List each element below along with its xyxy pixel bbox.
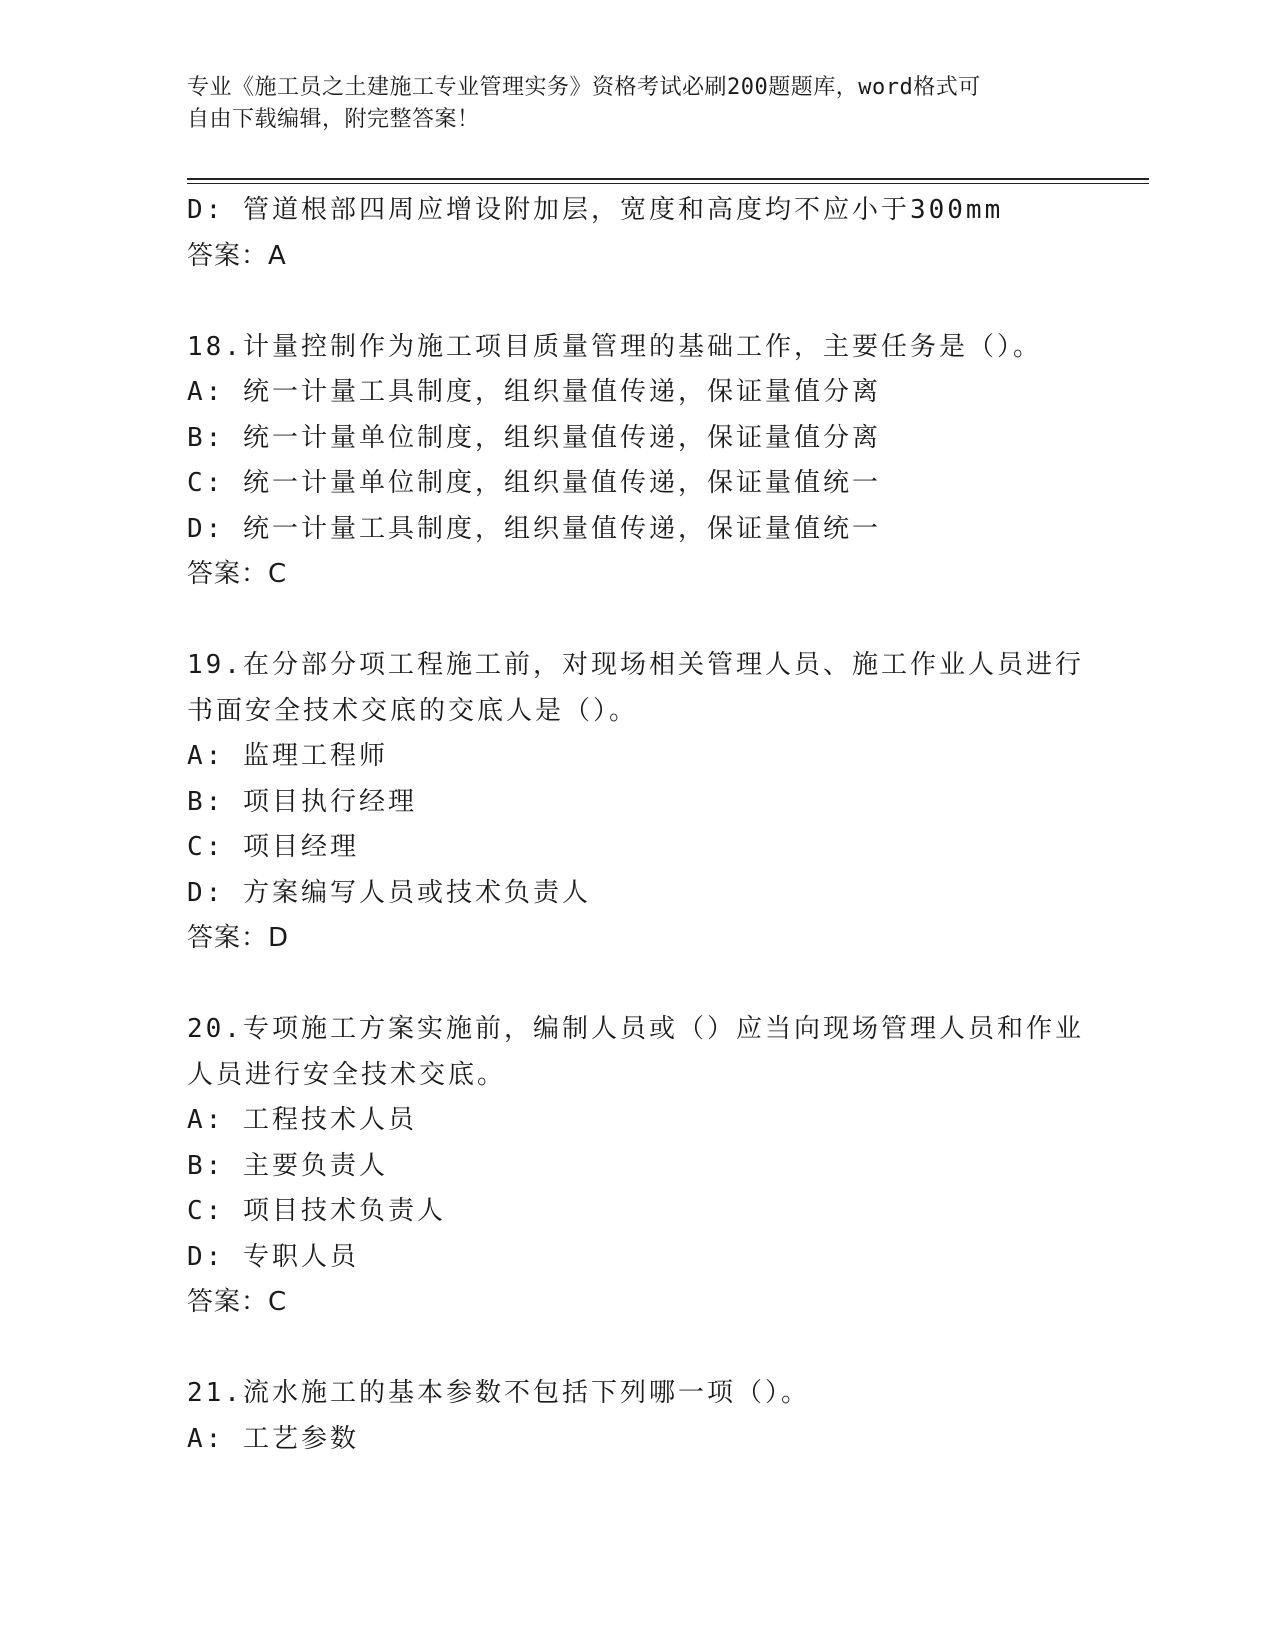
spacer bbox=[187, 279, 1087, 325]
document-header bbox=[187, 72, 1067, 136]
q19-option-a: A: 监理工程师 bbox=[187, 741, 388, 771]
header-line-2: 自由下载编辑，附完整答案！ bbox=[187, 107, 480, 132]
q21-option-a: A: 工艺参数 bbox=[187, 1423, 359, 1454]
q18-option-c: C: 统一计量单位制度，组织量值传递，保证量值统一 bbox=[187, 468, 881, 498]
q19-option-b: B: 项目执行经理 bbox=[187, 786, 417, 817]
q19-option-d: D: 方案编写人员或技术负责人 bbox=[187, 877, 591, 908]
q19-option-c: C: 项目经理 bbox=[187, 832, 359, 862]
q19-question-line-2: 书面安全技术交底的交底人是（）。 bbox=[187, 695, 639, 726]
spacer bbox=[187, 598, 1087, 644]
q20-option-d: D: 专职人员 bbox=[187, 1241, 359, 1272]
q20-answer: 答案：C bbox=[187, 1287, 288, 1317]
header-line-1: 专业《施工员之土建施工专业管理实务》资格考试必刷200题题库，word格式可 bbox=[187, 75, 981, 100]
q21-question: 21.流水施工的基本参数不包括下列哪一项（）。 bbox=[187, 1378, 810, 1408]
q17-answer: 答案：A bbox=[187, 240, 287, 271]
header-divider-thick bbox=[187, 178, 1149, 180]
q17-option-d: D: 管道根部四周应增设附加层，宽度和高度均不应小于300mm bbox=[187, 195, 1004, 225]
q18-option-b: B: 统一计量单位制度，组织量值传递，保证量值分离 bbox=[187, 422, 881, 453]
q18-question: 18.计量控制作为施工项目质量管理的基础工作，主要任务是（）。 bbox=[187, 331, 1042, 362]
q20-option-b: B: 主要负责人 bbox=[187, 1150, 388, 1181]
q18-option-d: D: 统一计量工具制度，组织量值传递，保证量值统一 bbox=[187, 513, 881, 544]
spacer bbox=[187, 1326, 1087, 1372]
q20-option-c: C: 项目技术负责人 bbox=[187, 1196, 446, 1226]
q20-question-line-2: 人员进行安全技术交底。 bbox=[187, 1059, 507, 1090]
spacer bbox=[187, 962, 1087, 1008]
q19-question-line-1: 19.在分部分项工程施工前，对现场相关管理人员、施工作业人员进行 bbox=[187, 650, 1084, 680]
q19-answer: 答案：D bbox=[187, 923, 290, 953]
q18-option-a: A: 统一计量工具制度，组织量值传递，保证量值分离 bbox=[187, 377, 881, 407]
q20-question-line-1: 20.专项施工方案实施前，编制人员或（）应当向现场管理人员和作业 bbox=[187, 1014, 1084, 1044]
q18-answer: 答案：C bbox=[187, 559, 288, 589]
question-content bbox=[187, 188, 1087, 1462]
header-divider-thin bbox=[187, 183, 1149, 184]
q20-option-a: A: 工程技术人员 bbox=[187, 1105, 417, 1135]
